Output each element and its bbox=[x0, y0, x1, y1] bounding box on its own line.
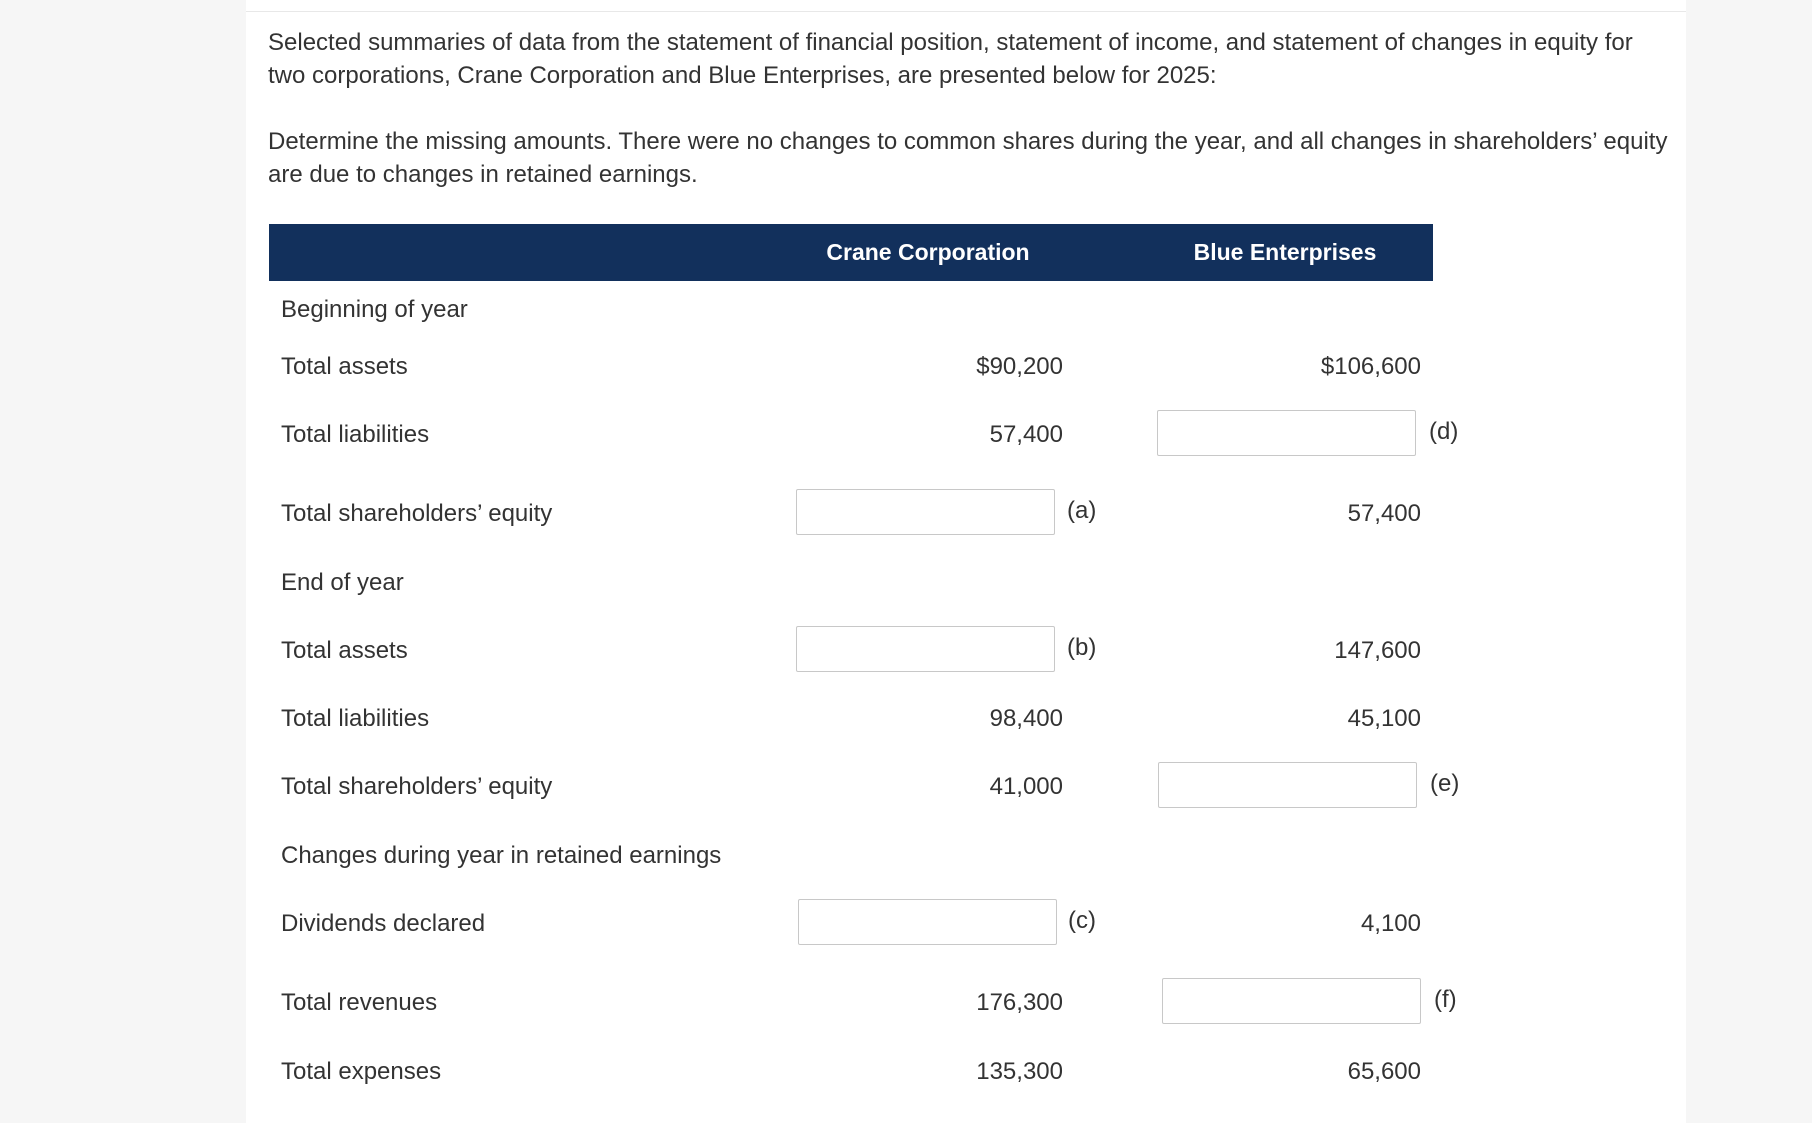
answer-input-c[interactable] bbox=[798, 899, 1057, 945]
crane-revenues-value: 176,300 bbox=[976, 989, 1063, 1016]
answer-input-e[interactable] bbox=[1158, 762, 1417, 808]
section-label: Beginning of year bbox=[281, 296, 468, 323]
section-label: End of year bbox=[281, 569, 404, 596]
blue-dividends-value: 4,100 bbox=[1360, 910, 1421, 937]
question-card bbox=[246, 0, 1686, 1123]
data-table bbox=[269, 224, 1460, 1085]
blue-end-liabilities-value: 45,100 bbox=[1347, 705, 1421, 732]
answer-tag-d: (d) bbox=[1429, 418, 1459, 445]
row-label: Total liabilities bbox=[281, 705, 430, 732]
intro-text: Selected summaries of data from the statement of financial position, statement of income, and statement of changes in equity for two corporations, Crane Corporation and Blue Enterprises, are presented below for 2025: bbox=[268, 29, 1633, 89]
row-label: Total assets bbox=[281, 637, 408, 664]
answer-tag-a: (a) bbox=[1067, 497, 1097, 524]
instructions-text: Determine the missing amounts. There were no changes to common shares during the year, and all changes in shareholders’ equity are due to changes in retained earnings. bbox=[268, 128, 1668, 188]
row-label: Total expenses bbox=[281, 1058, 442, 1085]
row-label: Total shareholders’ equity bbox=[281, 773, 553, 800]
blue-begin-assets-value: $106,600 bbox=[1320, 353, 1421, 380]
answer-tag-e: (e) bbox=[1430, 770, 1460, 797]
answer-input-d[interactable] bbox=[1157, 410, 1416, 456]
answer-tag-f: (f) bbox=[1434, 986, 1457, 1013]
answer-input-a[interactable] bbox=[796, 489, 1055, 535]
blue-end-assets-value: 147,600 bbox=[1334, 637, 1421, 664]
blue-expenses-value: 65,600 bbox=[1347, 1058, 1421, 1085]
row-label: Total shareholders’ equity bbox=[281, 500, 553, 527]
header-crane-corporation: Crane Corporation bbox=[826, 239, 1030, 265]
crane-begin-assets-value: $90,200 bbox=[976, 353, 1063, 380]
header-blue-enterprises: Blue Enterprises bbox=[1193, 239, 1377, 265]
crane-expenses-value: 135,300 bbox=[976, 1058, 1063, 1085]
answer-input-f[interactable] bbox=[1162, 978, 1421, 1024]
crane-begin-liabilities-value: 57,400 bbox=[989, 421, 1063, 448]
crane-end-liabilities-value: 98,400 bbox=[989, 705, 1063, 732]
row-label: Dividends declared bbox=[281, 910, 486, 937]
row-label: Total revenues bbox=[281, 989, 438, 1016]
row-label: Total assets bbox=[281, 353, 408, 380]
row-label: Total liabilities bbox=[281, 421, 430, 448]
crane-end-equity-value: 41,000 bbox=[989, 773, 1063, 800]
answer-tag-b: (b) bbox=[1067, 634, 1097, 661]
table-header bbox=[269, 224, 1433, 281]
section-label: Changes during year in retained earnings bbox=[281, 842, 722, 869]
top-divider bbox=[246, 11, 1686, 12]
answer-input-b[interactable] bbox=[796, 626, 1055, 672]
answer-tag-c: (c) bbox=[1068, 907, 1096, 934]
blue-begin-equity-value: 57,400 bbox=[1347, 500, 1421, 527]
